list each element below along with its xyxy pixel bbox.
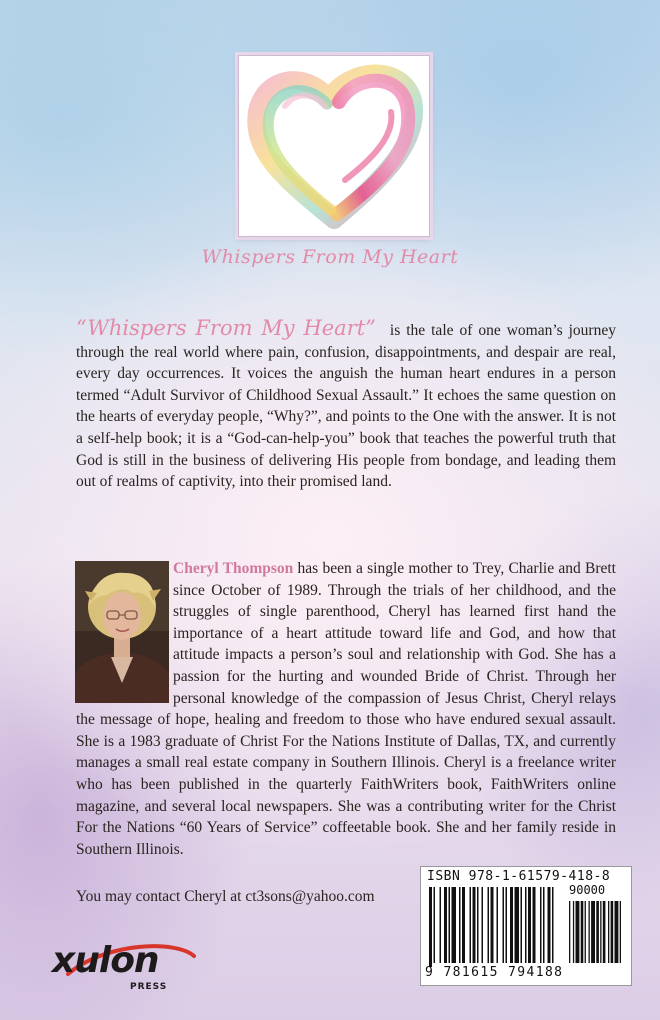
author-bio-text: has been a single mother to Trey, Charlie and Brett since October of 1989. Through the trials of her childhood, and the struggles of single parenthood, Cheryl has learned first hand the importance of a heart attitude toward life and God, and how that attitude impacts a person’s soul and relationship with God. She has a passion for the hurting and wounded Bride of Christ. Through her personal knowledge of the compassion of Jesus Christ, Cheryl relays the message of hope, healing and freedom to those who have endured sexual assault. She is a 1983 graduate of Christ For the Nations Institute of Dallas, TX, and currently manages a small real estate company in Southern Illinois. Cheryl is a freelance writer who has been published in the quarterly FaithWriters book, FaithWriters online magazine, and several local newspapers. She was a contributing writer for the Christ For the Nations “60 Years of Service” coffeetable book. She and her family reside in Southern Illinois. [76,560,616,858]
barcode-bar [477,887,479,963]
publisher-name: xulon [52,940,159,981]
publisher-logo [46,936,206,1014]
cover-title: Whispers From My Heart [201,246,459,268]
contact-line: You may contact Cheryl at ct3sons@yahoo.com [76,888,375,905]
barcode-bar [429,887,432,967]
barcode-bar [552,887,554,963]
barcode-bar [482,887,484,963]
barcode-addon-bar [569,901,570,963]
watercolor-heart-icon [245,60,423,232]
barcode-bar [543,887,545,963]
barcode-addon-bar [603,901,606,963]
barcode-addon-bar [585,901,586,963]
barcode-bar [510,887,513,963]
barcode-bar [488,887,490,963]
barcode-bar [462,887,465,963]
ean-digits: 9 781615 794188 [425,965,564,980]
barcode-bar [540,887,542,963]
author-name: Cheryl Thompson [173,560,294,577]
barcode-addon-bar [620,901,621,963]
barcode-bar [503,887,505,963]
barcode-addon-bar [615,901,619,963]
barcode-bar [449,887,451,963]
barcode-bar [525,887,527,963]
blurb-text: is the tale of one woman’s journey through the real world where pain, confusion, disappointments, and despair are real, every day occurrences. It voices the anguish the human heart endures in a person termed “Adult Survivor of Childhood Sexual Assault.” It echoes the same question on the hearts of everyday people, “Why?”, and points to the One with the answer. It is not a self-help book; it is a “God-can-help-you” book that teaches the powerful truth that God is still in the business of delivering His people from bondage, and leading them out of realms of captivity, into their promised land. [76,322,616,491]
barcode-bar [521,887,523,963]
barcode-bar [444,887,447,963]
barcode-bar [434,887,436,963]
author-bio [76,558,616,860]
barcode-bar [470,887,472,963]
barcode-addon-bar [581,901,584,963]
book-blurb [76,318,616,493]
barcode-addon-bar [611,901,614,963]
barcode-bar [452,887,457,963]
barcode-bar [533,887,536,963]
price-code: 90000 [569,883,606,897]
barcode-bar [528,887,531,963]
barcode-bar [459,887,461,963]
barcode-bar [497,887,499,963]
isbn-barcode [420,866,632,986]
barcode-bar [506,887,508,963]
barcode-bar [473,887,476,963]
barcode-bar [515,887,520,963]
blurb-quoted-title: “Whispers From My Heart” [76,316,376,340]
isbn-number: ISBN 978-1-61579-418-8 [427,869,611,884]
cover-heart-image [238,55,430,237]
barcode-addon-bar [589,901,590,963]
barcode-addon-bar [576,901,580,963]
publisher-imprint: PRESS [130,982,168,992]
barcode-addon-bar [591,901,595,963]
barcode-addon-bar [600,901,601,963]
barcode-addon-bar [608,901,609,963]
barcode-bar [548,887,551,963]
barcode-addon-bar [596,901,599,963]
barcode-bar [440,887,442,963]
barcode-bar [491,887,494,963]
barcode-addon-bar [573,901,574,963]
